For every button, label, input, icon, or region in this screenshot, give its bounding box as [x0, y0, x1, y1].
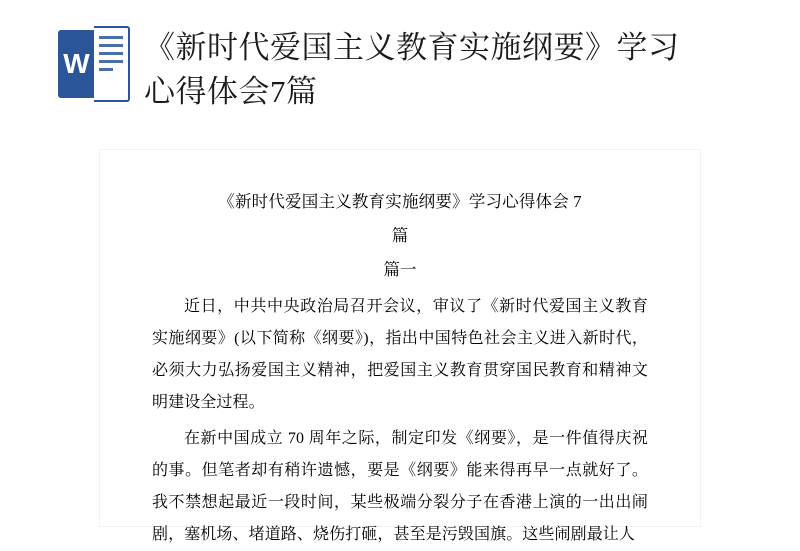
document-section-heading: 篇一: [383, 260, 417, 280]
header: [0, 0, 800, 140]
document-title: 《新时代爱国主义教育实施纲要》学习心得体会 7: [218, 192, 582, 211]
word-icon-line: [99, 52, 123, 55]
word-icon-lines-block: [94, 26, 130, 102]
word-icon-letter-block: [58, 30, 94, 98]
document-title-line2: 篇: [391, 226, 409, 246]
document-paragraph: 近日，中共中央政治局召开会议，审议了《新时代爱国主义教育实施纲要》(以下简称《纲要》)，指出中国特色社会主义进入新时代，必须大力弘扬爱国主义精神，把爱国主义教育贯穿国民教育和精神文明建设全过程。: [152, 297, 648, 411]
word-icon-line: [99, 68, 113, 71]
word-icon-line: [99, 44, 123, 47]
word-icon-line: [99, 60, 123, 63]
document-paragraph: 在新中国成立 70 周年之际，制定印发《纲要》，是一件值得庆祝的事。但笔者却有稍许遗憾，要是《纲要》能来得再早一点就好了。我不禁想起最近一段时间，某些极端分裂分子在香港上演的一出出闹剧，塞机场、堵道路、烧伤打砸，甚至是污毁国旗。这些闹剧最让人: [152, 429, 648, 543]
word-icon-letter: W: [63, 48, 89, 79]
word-icon-line: [99, 36, 123, 39]
page-title: 《新时代爱国主义教育实施纲要》学习心得体会7篇: [144, 30, 680, 110]
document-sheet: [100, 150, 700, 543]
word-document-icon: [58, 26, 130, 102]
